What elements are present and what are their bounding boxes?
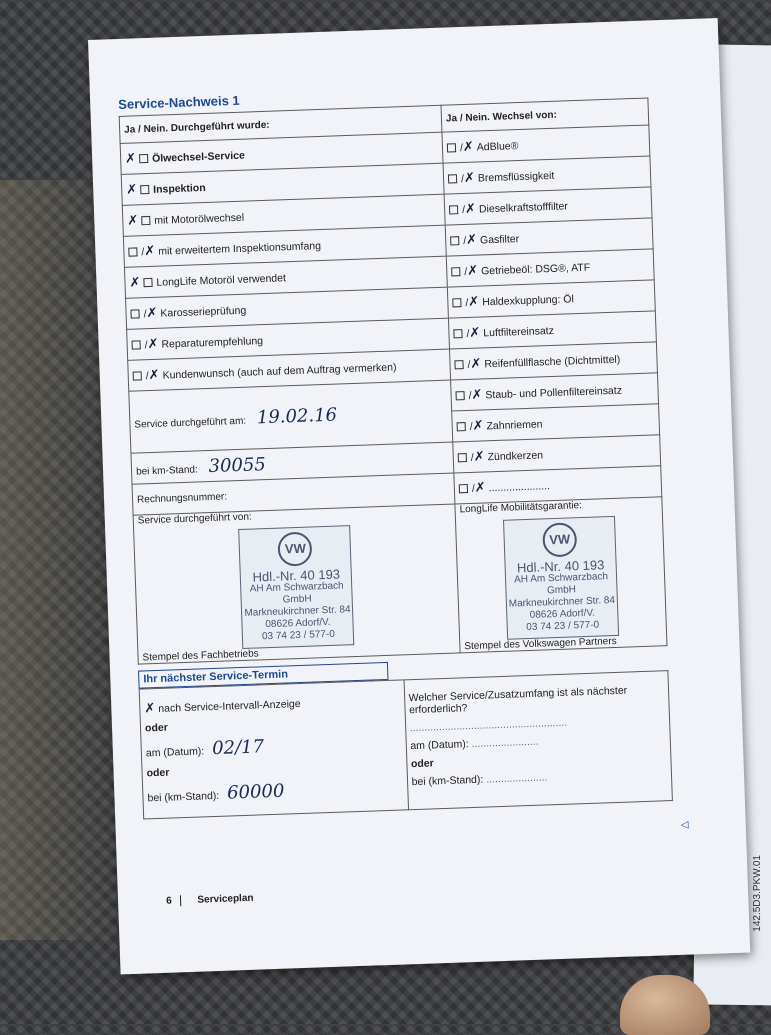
- checkbox-icon: [128, 248, 137, 257]
- checkbox-icon: [447, 143, 456, 152]
- or-label: oder: [144, 721, 169, 735]
- page-number: 6: [166, 895, 181, 907]
- check-mark-icon: ✗: [466, 263, 479, 279]
- right-item: /✗ Staub- und Pollenfiltereinsatz: [451, 373, 659, 411]
- next-date-label: am (Datum):: [145, 745, 205, 760]
- right-item: /✗ Zündkerzen: [453, 435, 661, 473]
- left-item: ✗ LongLife Motoröl verwendet: [124, 256, 447, 298]
- next-km-value: 60000: [226, 780, 285, 804]
- checkbox-icon: [452, 298, 461, 307]
- stamp-name: AH Am Schwarzbach GmbH: [513, 571, 609, 597]
- checkbox-icon: [133, 372, 142, 381]
- page-footer: [166, 893, 254, 907]
- check-mark-icon: ✗: [472, 417, 484, 434]
- stamp-hdl-label: Hdl.-Nr.: [516, 558, 562, 576]
- dealer-stamp-cell: [133, 504, 460, 664]
- check-mark-icon: ✗: [464, 201, 477, 217]
- check-mark-icon: ✗: [463, 170, 476, 186]
- service-booklet-page: [88, 18, 750, 974]
- right-km-dots: .....................: [486, 771, 548, 786]
- next-service-left: [139, 680, 408, 819]
- side-code: 142.5D3.PKW.01: [752, 855, 763, 932]
- performed-by-label: Service durchgeführt von:: [137, 511, 252, 527]
- invoice-label: Rechnungsnummer:: [136, 491, 228, 506]
- check-mark-icon: ✗: [148, 367, 160, 383]
- check-mark-icon: ✗: [146, 305, 158, 321]
- check-mark-icon: ✗: [127, 212, 139, 229]
- right-item: /✗ Haldexkupplung: Öl: [447, 280, 655, 318]
- check-mark-icon: ✗: [471, 386, 483, 403]
- km-value: 30055: [208, 453, 267, 477]
- left-item: ✗ mit Motorölwechsel: [122, 194, 445, 236]
- check-mark-icon: ✗: [129, 274, 141, 291]
- next-service-question: Welcher Service/Zusatzumfang ist als nächster erforderlich?: [408, 684, 628, 717]
- next-service-table: [139, 670, 673, 819]
- check-mark-icon: ✗: [144, 701, 156, 717]
- check-mark-icon: ✗: [462, 139, 475, 155]
- checkbox-icon: [141, 216, 150, 225]
- stamp-phone: 03 74 23 / 577-0: [261, 628, 335, 643]
- vw-logo-icon: VW: [278, 531, 313, 566]
- checkbox-icon: [140, 185, 149, 194]
- right-km-label: bei (km-Stand):: [411, 773, 484, 789]
- stamp-name: AH Am Schwarzbach GmbH: [249, 580, 344, 606]
- check-mark-icon: ✗: [469, 324, 481, 341]
- page-content: [118, 78, 673, 819]
- next-service-title: Ihr nächster Service-Termin: [138, 662, 388, 689]
- check-mark-icon: ✗: [125, 181, 138, 198]
- service-date-cell: [129, 380, 453, 453]
- right-item: /✗ Reifenfüllflasche (Dichtmittel): [449, 342, 657, 380]
- service-date-value: 19.02.16: [256, 404, 338, 429]
- left-item: /✗ Reparaturempfehlung: [127, 318, 450, 360]
- right-item: /✗ .....................: [454, 466, 662, 504]
- check-mark-icon: ✗: [465, 232, 478, 248]
- right-header: Ja / Nein. Wechsel von:: [441, 98, 649, 132]
- right-item: /✗ Luftfiltereinsatz: [448, 311, 656, 349]
- stamp-hdl-number: 40 193: [299, 566, 341, 583]
- checkbox-icon: [130, 310, 139, 319]
- vw-stamp-cell: [455, 497, 667, 653]
- or-label: oder: [410, 757, 434, 771]
- check-mark-icon: ✗: [474, 479, 486, 496]
- dealer-stamp-label: Stempel des Fachbetriebs: [142, 648, 259, 664]
- triangle-marker-icon: ◁: [680, 819, 689, 831]
- dealer-stamp: [239, 525, 355, 649]
- longlife-label: LongLife Mobilitätsgarantie:: [459, 500, 583, 516]
- checkbox-icon: [457, 422, 466, 431]
- stamp-hdl-number: 40 193: [564, 557, 605, 574]
- right-item: /✗ Getriebeöl: DSG®, ATF: [446, 249, 654, 287]
- left-item: ✗ Inspektion: [121, 163, 444, 205]
- checkbox-icon: [458, 453, 467, 462]
- check-mark-icon: ✗: [470, 355, 482, 372]
- check-mark-icon: ✗: [468, 294, 480, 310]
- checkbox-icon: [132, 341, 141, 350]
- stamp-hdl-label: Hdl.-Nr.: [252, 568, 297, 585]
- right-item: /✗ AdBlue®: [442, 125, 650, 163]
- right-item: /✗ Zahnriemen: [452, 404, 660, 442]
- checkbox-icon: [455, 391, 464, 400]
- stamp-city: 08626 Adorf/V.: [529, 607, 596, 621]
- checkbox-icon: [449, 205, 458, 214]
- check-mark-icon: ✗: [473, 448, 485, 465]
- checkbox-icon: [139, 154, 148, 163]
- left-item: /✗ Karosserieprüfung: [126, 287, 449, 329]
- vw-partner-stamp: [503, 516, 619, 640]
- checkbox-icon: [451, 267, 460, 276]
- service-record-table: [119, 97, 668, 664]
- footer-label: Serviceplan: [197, 892, 254, 906]
- right-item: /✗ Bremsflüssigkeit: [443, 156, 651, 194]
- checkbox-icon: [450, 236, 459, 245]
- vw-stamp-label: Stempel des Volkswagen Partners: [464, 635, 617, 653]
- left-item: /✗ Kundenwunsch (auch auf dem Auftrag vermerken): [128, 349, 451, 391]
- right-item: /✗ Dieselkraftstofffilter: [444, 187, 652, 225]
- right-item: /✗ Gasfilter: [445, 218, 653, 256]
- checkbox-icon: [459, 484, 468, 493]
- stamp-street: Markneukirchner Str. 84: [244, 604, 351, 619]
- question-dots: ......................................................: [409, 716, 568, 735]
- left-header: Ja / Nein. Durchgeführt wurde:: [119, 105, 442, 143]
- check-mark-icon: ✗: [147, 336, 159, 352]
- right-date-label: am (Datum):: [410, 738, 469, 753]
- service-date-label: Service durchgeführt am:: [134, 415, 247, 431]
- check-mark-icon: ✗: [124, 150, 137, 167]
- checkbox-icon: [454, 360, 463, 369]
- stamp-city: 08626 Adorf/V.: [265, 616, 331, 631]
- interval-option: nach Service-Intervall-Anzeige: [158, 697, 301, 715]
- checkbox-icon: [143, 278, 152, 287]
- page-title: Service-Nachweis 1: [118, 92, 240, 112]
- next-service-right: [404, 671, 673, 810]
- vw-logo-icon: VW: [542, 522, 577, 557]
- km-label: bei km-Stand:: [135, 463, 198, 478]
- left-item: ✗ Ölwechsel-Service: [120, 132, 443, 174]
- next-date-value: 02/17: [211, 736, 265, 760]
- checkbox-icon: [448, 174, 457, 183]
- right-date-dots: .......................: [471, 735, 539, 751]
- stamp-phone: 03 74 23 / 577-0: [526, 619, 600, 634]
- or-label: oder: [146, 766, 170, 780]
- left-item: /✗ mit erweitertem Inspektionsumfang: [123, 225, 446, 267]
- stamp-street: Markneukirchner Str. 84: [508, 594, 616, 610]
- next-km-label: bei (km-Stand):: [147, 789, 220, 805]
- check-mark-icon: ✗: [144, 243, 156, 259]
- checkbox-icon: [453, 329, 462, 338]
